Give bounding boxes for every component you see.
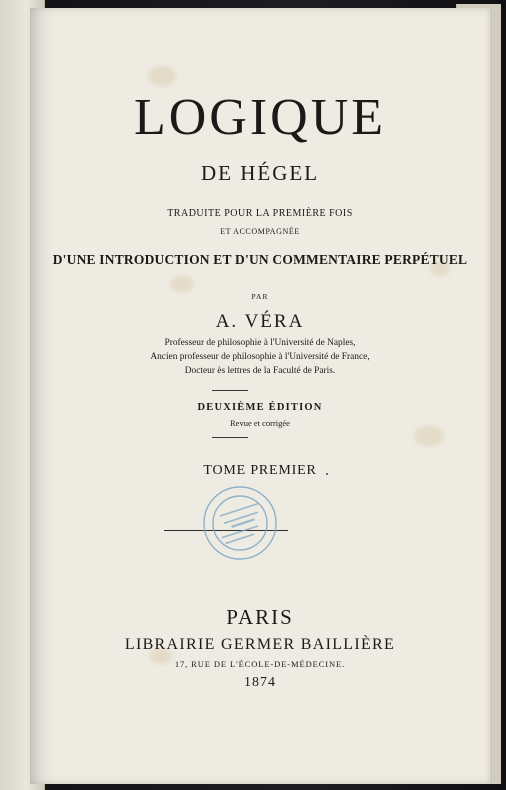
- author-title-line: Ancien professeur de philosophie à l'Université de France,: [150, 352, 370, 362]
- introduction-line: D'UNE INTRODUCTION ET D'UN COMMENTAIRE PERPÉTUEL: [52, 252, 468, 267]
- volume-label: TOME PREMIER: [203, 463, 317, 478]
- divider-rule: [212, 437, 248, 438]
- publisher-name: LIBRAIRIE GERMER BAILLIÈRE: [124, 636, 396, 653]
- accompaniment-note: ET ACCOMPAGNÉE: [220, 227, 300, 236]
- book-title: LOGIQUE: [133, 89, 387, 146]
- library-stamp-icon: [201, 484, 279, 562]
- foxing-spot: [414, 426, 444, 446]
- book-subtitle: DE HÉGEL: [200, 161, 320, 185]
- translation-note: TRADUITE POUR LA PREMIÈRE FOIS: [167, 208, 353, 219]
- place-of-publication: PARIS: [226, 605, 294, 629]
- author-name: A. VÉRA: [215, 311, 305, 332]
- author-title-line: Docteur ès lettres de la Faculté de Paris.: [184, 366, 336, 376]
- foxing-spot: [170, 276, 194, 292]
- edition-label: DEUXIÈME ÉDITION: [197, 402, 323, 413]
- author-title-line: Professeur de philosophie à l'Université de Naples,: [164, 338, 356, 348]
- publisher-address: 17, RUE DE L'ÉCOLE-DE-MÉDECINE.: [174, 659, 346, 669]
- divider-rule: [212, 390, 248, 391]
- publication-year: 1874: [244, 675, 276, 690]
- edition-note: Revue et corrigée: [230, 418, 290, 428]
- by-label: PAR: [251, 292, 269, 301]
- ink-dot: [326, 473, 328, 475]
- title-page: [30, 8, 490, 784]
- foxing-spot: [148, 66, 176, 86]
